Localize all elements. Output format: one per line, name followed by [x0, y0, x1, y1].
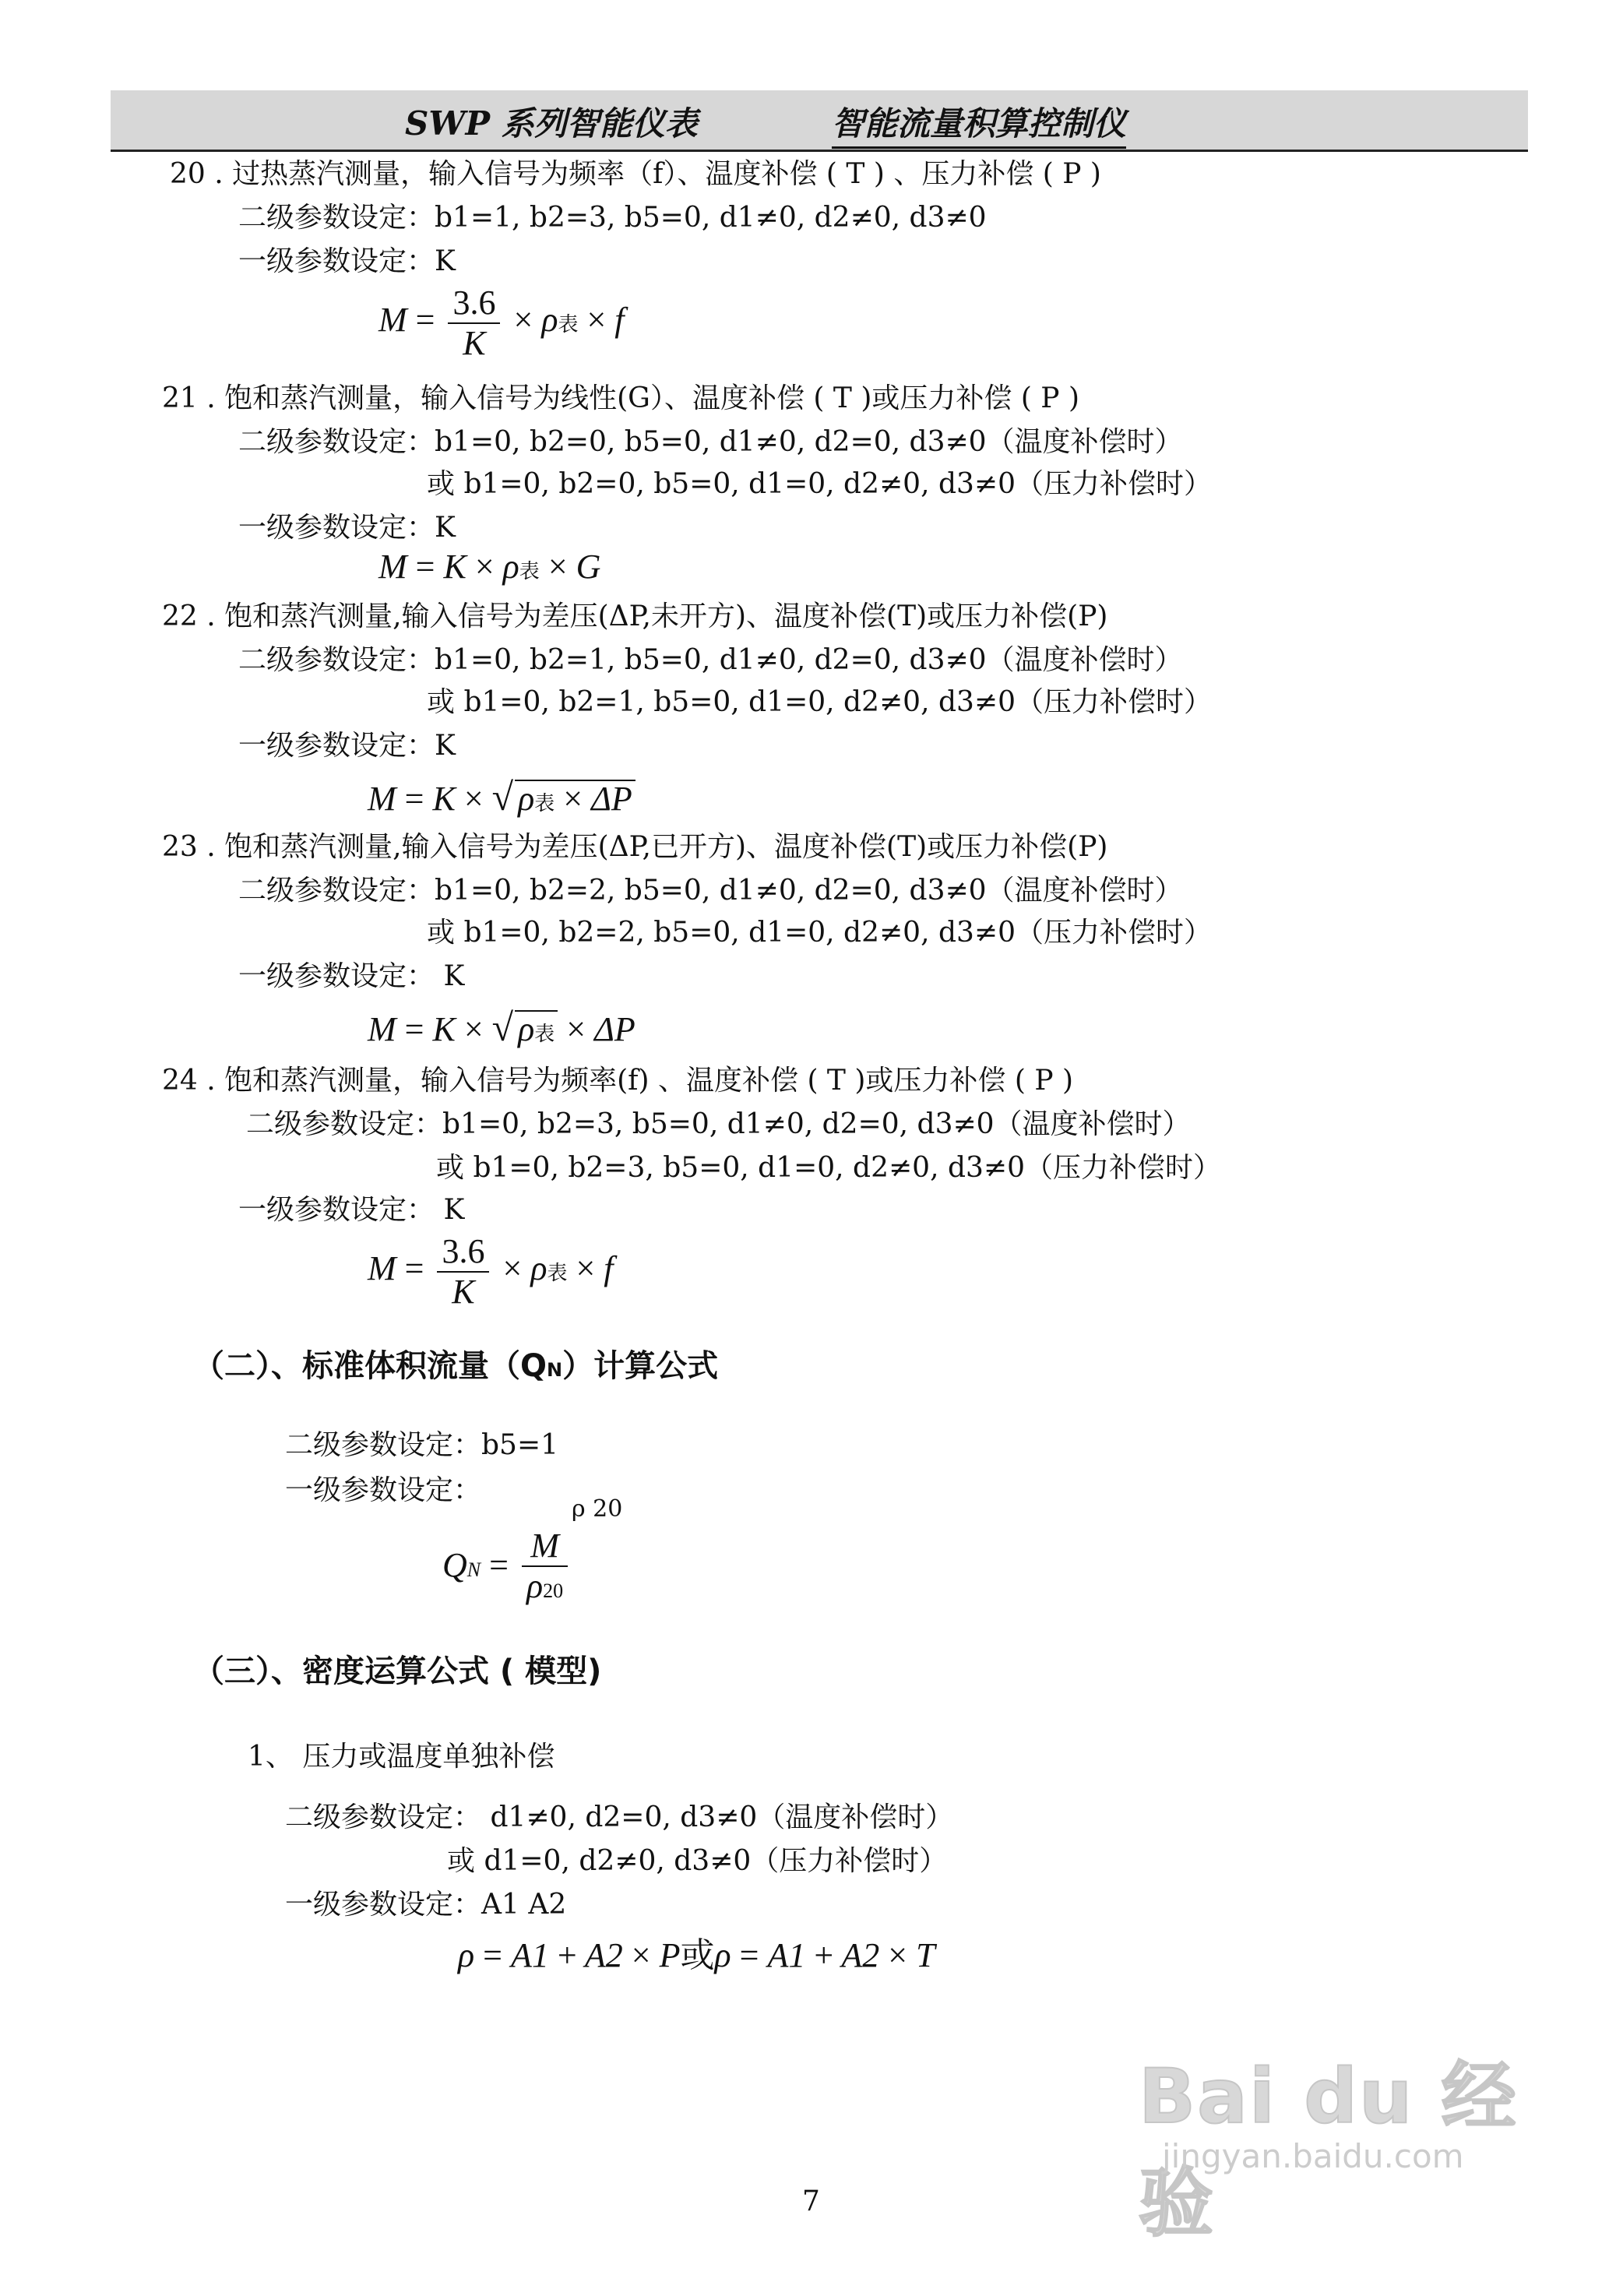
formula-standard-volume: QN = $\frac{M}{\rho 20}$ [442, 1527, 572, 1611]
item-20-secondary-params: 二级参数设定：b1=1, b2=3, b5=0, d1≠0, d2≠0, d3≠0 [238, 202, 987, 234]
page-number: 7 [802, 2185, 820, 2217]
item-23-title: 23 . 饱和蒸汽测量,输入信号为差压(ΔP,已开方)、温度补偿(T)或压力补偿(P) [162, 831, 1108, 863]
item-23-secondary-params-temp: 二级参数设定：b1=0, b2=2, b5=0, d1≠0, d2=0, d3≠0（温度补偿时） [238, 875, 1183, 907]
formula-item-23: M = K × √ ρ表 × ΔP [368, 1005, 635, 1052]
watermark-url: jingyan.baidu.com [1162, 2137, 1464, 2175]
item-21-primary-params: 一级参数设定：K [238, 512, 456, 544]
section-2-rho20-param: ρ 20 [572, 1495, 623, 1523]
section-3-secondary-params-temp: 二级参数设定： d1≠0, d2=0, d3≠0（温度补偿时） [285, 1801, 954, 1833]
item-24-secondary-params-press: 或 b1=0, b2=3, b5=0, d1=0, d2≠0, d3≠0（压力补偿时） [436, 1152, 1221, 1184]
item-21-secondary-params-press: 或 b1=0, b2=0, b5=0, d1=0, d2≠0, d3≠0（压力补偿时） [427, 468, 1212, 500]
item-20-title: 20 . 过热蒸汽测量，输入信号为频率（f）、温度补偿 ( T ) 、压力补偿 ( P ) [170, 158, 1101, 190]
formula-item-22: M = K × √ ρ表 × ΔP [368, 774, 635, 822]
item-21-title: 21 . 饱和蒸汽测量，输入信号为线性(G）、温度补偿 ( T )或压力补偿 ( P ) [162, 382, 1080, 414]
section-3-secondary-params-press: 或 d1=0, d2≠0, d3≠0（压力补偿时） [447, 1845, 948, 1877]
formula-item-24: M = $\frac{3.6}{K}$ × ρ表 × f [368, 1232, 614, 1311]
item-21-secondary-params-temp: 二级参数设定：b1=0, b2=0, b5=0, d1≠0, d2=0, d3≠0（温度补偿时） [238, 426, 1183, 458]
section-3-primary-params: 一级参数设定：A1 A2 [285, 1889, 567, 1921]
header-product-title: 智能流量积算控制仪 [832, 98, 1126, 149]
header-series-title: SWP 系列智能仪表 [405, 104, 698, 143]
item-22-primary-params: 一级参数设定：K [238, 730, 456, 762]
item-24-secondary-params-temp: 二级参数设定：b1=0, b2=3, b5=0, d1≠0, d2=0, d3≠0（温度补偿时） [246, 1108, 1191, 1140]
formula-density-model: ρ = A1 + A2 × P或ρ = A1 + A2 × T [458, 1936, 935, 1974]
section-3-heading: （三）、密度运算公式 ( 模型) [193, 1653, 602, 1689]
section-2-primary-params: 一级参数设定： [285, 1474, 482, 1506]
watermark-logo: Bai du 经验 [1139, 2053, 1518, 2247]
section-2-secondary-params: 二级参数设定：b5=1 [285, 1429, 559, 1461]
formula-item-21: M = K × ρ表 × G [378, 548, 601, 586]
item-22-title: 22 . 饱和蒸汽测量,输入信号为差压(ΔP,未开方)、温度补偿(T)或压力补偿(P) [162, 600, 1108, 632]
item-22-secondary-params-press: 或 b1=0, b2=1, b5=0, d1=0, d2≠0, d3≠0（压力补偿时） [427, 686, 1212, 718]
item-23-primary-params: 一级参数设定： K [238, 960, 465, 992]
section-2-heading: （二）、标准体积流量（QN）计算公式 [193, 1348, 719, 1384]
item-20-primary-params: 一级参数设定：K [238, 245, 456, 277]
item-23-secondary-params-press: 或 b1=0, b2=2, b5=0, d1=0, d2≠0, d3≠0（压力补偿时） [427, 917, 1212, 949]
item-22-secondary-params-temp: 二级参数设定：b1=0, b2=1, b5=0, d1≠0, d2=0, d3≠0（温度补偿时） [238, 644, 1183, 676]
watermark [1139, 2037, 1544, 2247]
formula-item-20: M = $\frac{3.6}{K}$ × ρ表 × f [378, 283, 625, 362]
item-24-primary-params: 一级参数设定： K [238, 1194, 465, 1226]
item-24-title: 24 . 饱和蒸汽测量，输入信号为频率(f) 、温度补偿 ( T )或压力补偿 ( P ) [162, 1065, 1074, 1097]
section-3-subheading-1: 1、 压力或温度单独补偿 [248, 1741, 555, 1773]
header-band [111, 90, 1528, 152]
